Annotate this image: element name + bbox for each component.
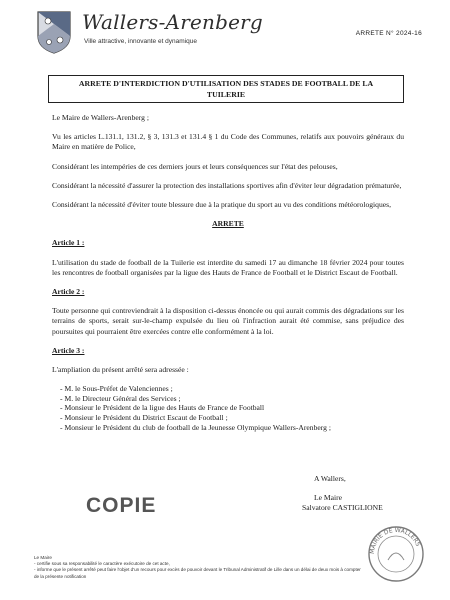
footer-line: Le Maire bbox=[34, 555, 52, 560]
coat-of-arms-icon bbox=[36, 10, 72, 54]
signature-title: Le Maire bbox=[314, 493, 343, 502]
arrete-heading: ARRETE bbox=[212, 219, 244, 229]
footer-line: - informe que le présent arrêté peut faire l'objet d'un recours pour excès de pouvoir devant le Tribunal Administratif de Lille dans un délai de deux mois à compter bbox=[34, 567, 361, 573]
article-3-title: Article 3 : bbox=[52, 345, 85, 355]
document-body bbox=[52, 113, 404, 432]
seal-text: MAIRIE DE WALLERS bbox=[368, 526, 422, 555]
footer-line: de la présente notification bbox=[34, 573, 87, 579]
article-2-text: Toute personne qui contreviendrait à la disposition ci-dessus énoncée ou qui aurait commis des dégradations sur les terrains de sports, serait sur-le-champ expulsée du lieu où l'infraction aurait été commise, sans préjudice des poursuites qui pourraient être exercées contre elle conformément à la loi. bbox=[52, 306, 404, 336]
recipient-item: - Monsieur le Président du club de football de la Jeunesse Olympique Wallers-Arenberg ; bbox=[60, 423, 404, 433]
brand-name: Wallers-Arenberg bbox=[82, 10, 263, 34]
recipient-item: - M. le Directeur Général des Services ; bbox=[60, 394, 404, 404]
title-box bbox=[48, 75, 404, 103]
considerant-paragraph-3: Considérant la nécessité d'éviter toute blessure due à la pratique du sport au vu des conditions météorologiques, bbox=[52, 200, 391, 210]
wallers-arenberg-logo bbox=[30, 8, 360, 56]
title-line-1: ARRETE D'INTERDICTION D'UTILISATION DES STADES DE FOOTBALL DE LA bbox=[78, 79, 374, 88]
signature-name: Salvatore CASTIGLIONE bbox=[302, 503, 383, 512]
considerant-paragraph-2: Considérant la nécessité d'assurer la protection des installations sportives afin d'éviter leur dégradation prématurée, bbox=[52, 180, 402, 190]
arrete-reference: ARRETE N° 2024-16 bbox=[355, 30, 422, 37]
article-1-text: L'utilisation du stade de football de la Tuilerie est interdite du samedi 17 au dimanche 18 février 2024 pour toutes les rencontres de football organisées par la ligue des Hauts de France de Football et le District Escaut de Football. bbox=[52, 257, 404, 277]
recipient-item: - M. le Sous-Préfet de Valenciennes ; bbox=[60, 384, 404, 394]
considerant-paragraph-1: Considérant les intempéries de ces derniers jours et leurs conséquences sur l'état des pelouses, bbox=[52, 161, 338, 171]
brand-tagline: Ville attractive, innovante et dynamique bbox=[84, 38, 197, 45]
recipient-item: - Monsieur le Président de la ligue des Hauts de France de Football bbox=[60, 403, 404, 413]
copy-stamp: COPIE bbox=[86, 494, 157, 517]
article-2-title: Article 2 : bbox=[52, 287, 85, 297]
maire-line: Le Maire de Wallers-Arenberg ; bbox=[52, 113, 149, 122]
article-3-intro: L'ampliation du présent arrêté sera adressée : bbox=[52, 365, 189, 375]
recipient-item: - Monsieur le Président du District Escaut de Football ; bbox=[60, 413, 404, 423]
article-1-title: Article 1 : bbox=[52, 238, 85, 248]
footer-line: - certifie sous sa responsabilité le caractère exécutoire de cet acte, bbox=[34, 561, 170, 567]
vu-paragraph: Vu les articles L.131.1, 131.2, § 3, 131.3 et 131.4 § 1 du Code des Communes, relatifs aux pouvoirs généraux du Maire en matière de Police, bbox=[52, 132, 404, 152]
legal-footer bbox=[34, 555, 424, 580]
title-line-2: TUILERIE bbox=[206, 90, 246, 99]
signature-place: A Wallers, bbox=[314, 474, 346, 483]
recipients-list bbox=[60, 384, 404, 432]
